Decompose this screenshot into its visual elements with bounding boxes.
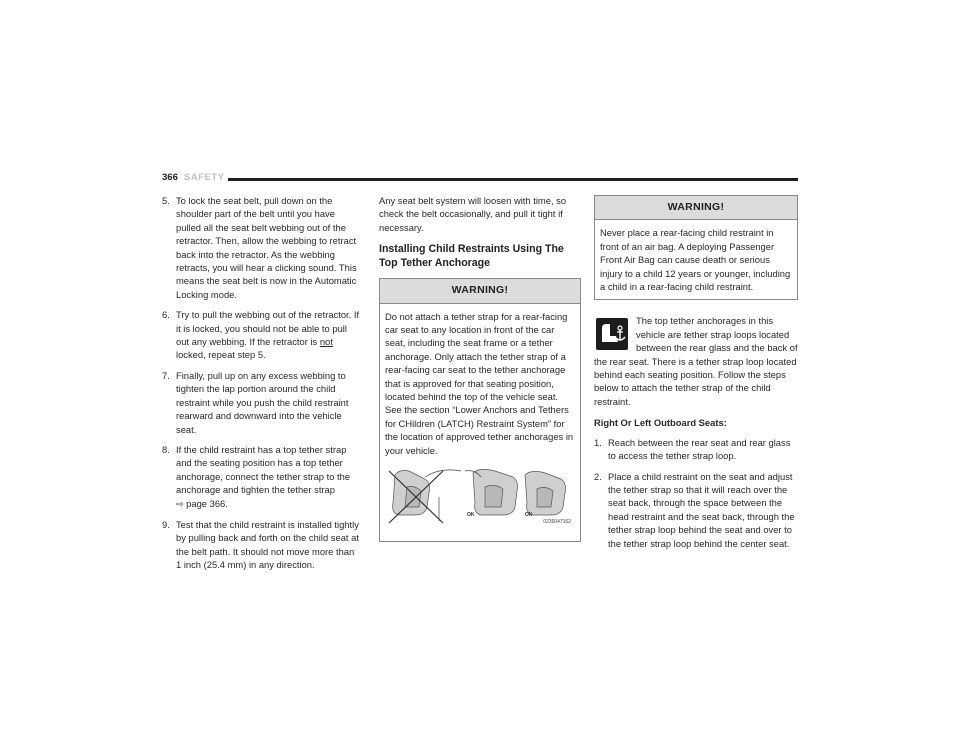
emphasis-not: not xyxy=(319,336,333,348)
section-title: SAFETY xyxy=(184,172,225,183)
header-rule xyxy=(228,178,798,181)
list-item: 9. Test that the child restraint is installed tightly by pulling back and forth on the child seat at the belt path. It should not move more than 1 inch (25.4 mm) in any direction. xyxy=(162,518,359,571)
warning-title: WARNING! xyxy=(380,279,580,303)
warning-box xyxy=(594,195,798,300)
warning-body: Do not attach a tether strap for a rear-facing car seat to any location in front of the car seat, including the seat frame or a tether anchorage. Only attach the tether strap of a rear-facing car seat to the tether anchorage that is approved for that seating position, located behind the top of the vehicle seat. See the section “Lower Anchors and Tethers for CHildren (LATCH) Restraint System” for the location of approved tether anchorages in your vehicle. OK OK 0226047162 xyxy=(380,304,580,541)
steps-list xyxy=(162,194,362,572)
tether-anchor-icon xyxy=(596,318,628,350)
warning-body: Never place a rear-facing child restraint in front of an air bag. A deploying Passenger Front Air Bag can cause death or serious injury to a child 12 years or younger, including a child in a rear-facing child restraint. xyxy=(600,227,791,293)
figure-code: 0226047162 xyxy=(543,518,571,525)
list-item: 1. Reach between the rear seat and rear glass to access the tether strap loop. xyxy=(594,436,791,462)
tether-paragraph: The top tether anchorages in this vehicle are tether strap loops located between the rear glass and the back of the rear seat. There is a tether strap loop located behind each seating position. Follow the steps below to attach the tether strap of the child restraint. xyxy=(594,315,798,407)
section-heading: Installing Child Restraints Using The Top Tether Anchorage xyxy=(379,243,564,270)
page-header xyxy=(162,172,798,186)
column-middle xyxy=(379,194,581,552)
ok-label-1: OK xyxy=(467,512,475,519)
list-item: 2. Place a child restraint on the seat and adjust the tether strap so that it will reach over the seat back, through the space between the head restraint and the seat back, through the tether strap loop behind the seat and over to the tether strap loop behind the center seat. xyxy=(594,470,795,549)
warning-title: WARNING! xyxy=(595,196,797,220)
column-right xyxy=(594,195,798,557)
intro-paragraph: Any seat belt system will loosen with time, so check the belt occasionally, and pull it tight if necessary. xyxy=(379,195,567,233)
list-item: 5. To lock the seat belt, pull down on the shoulder part of the belt until you have pulled all the seat belt webbing out of the retractor. Then, allow the webbing to retract back into the retractor. As the webbing retracts, you will hear a clicking sound. This means the seat belt is now in the Automatic Locking mode. xyxy=(162,195,357,300)
list-item: 7. Finally, pull up on any excess webbing to tighten the lap portion around the child restraint while you push the child restraint rearward and downward into the vehicle seat. xyxy=(162,369,349,435)
page-ref-link[interactable]: page 366. xyxy=(183,497,228,509)
column-left xyxy=(162,194,362,579)
subheading: Right Or Left Outboard Seats: xyxy=(594,417,727,429)
list-item: 8. If the child restraint has a top tether strap and the seating position has a top tether anchorage, connect the tether strap to the anchorage and tighten the tether strap ⇨ page 366. xyxy=(162,443,351,509)
warning-box xyxy=(379,278,581,542)
list-item: 6. Try to pull the webbing out of the retractor. If it is locked, you should not be able to pull out any webbing. If the retractor is not locked, repeat step 5. xyxy=(162,309,360,361)
page-ref-arrow-icon: ⇨ xyxy=(176,498,184,509)
steps-list xyxy=(594,436,798,550)
ok-label-2: OK xyxy=(525,512,533,519)
page-number: 366 xyxy=(162,172,178,183)
tether-figure xyxy=(385,467,575,535)
